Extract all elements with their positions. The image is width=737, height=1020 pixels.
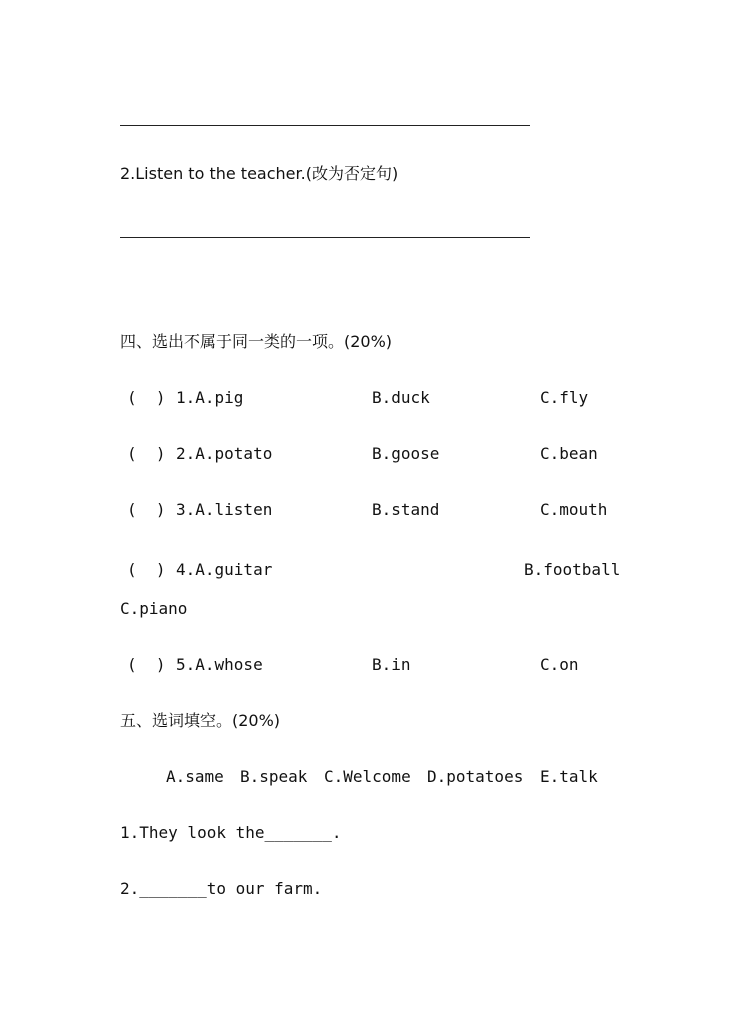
item-3-option-a: 3.A.listen bbox=[176, 500, 273, 519]
item-3-option-b: B.stand bbox=[372, 500, 440, 519]
word-bank-d: D.potatoes bbox=[427, 767, 524, 786]
item-1-option-b: B.duck bbox=[372, 388, 430, 407]
item-5-paren: ( ) bbox=[127, 655, 166, 674]
item-2-option-c: C.bean bbox=[540, 444, 598, 463]
section-5-heading: 五、选词填空。(20%) bbox=[120, 711, 281, 730]
item-2-option-b: B.goose bbox=[372, 444, 440, 463]
fill-question-1: 1.They look the_______. bbox=[120, 823, 342, 842]
word-bank-b: B.speak bbox=[240, 767, 308, 786]
item-2-option-a: 2.A.potato bbox=[176, 444, 273, 463]
question-3-2: 2.Listen to the teacher.(改为否定句) bbox=[120, 164, 399, 183]
item-1-paren: ( ) bbox=[127, 388, 166, 407]
item-5-option-b: B.in bbox=[372, 655, 411, 674]
item-1-option-a: 1.A.pig bbox=[176, 388, 244, 407]
item-4-paren: ( ) bbox=[127, 560, 166, 579]
item-5-option-c: C.on bbox=[540, 655, 579, 674]
word-bank-c: C.Welcome bbox=[324, 767, 411, 786]
item-4-option-b: B.football bbox=[524, 560, 621, 579]
answer-line-1 bbox=[120, 125, 530, 126]
item-4-option-a: 4.A.guitar bbox=[176, 560, 273, 579]
word-bank-e: E.talk bbox=[540, 767, 598, 786]
item-4-option-c: C.piano bbox=[120, 599, 188, 618]
item-3-paren: ( ) bbox=[127, 500, 166, 519]
item-2-paren: ( ) bbox=[127, 444, 166, 463]
word-bank-a: A.same bbox=[166, 767, 224, 786]
answer-line-2 bbox=[120, 237, 530, 238]
item-1-option-c: C.fly bbox=[540, 388, 589, 407]
item-3-option-c: C.mouth bbox=[540, 500, 608, 519]
section-4-heading: 四、选出不属于同一类的一项。(20%) bbox=[120, 332, 393, 351]
fill-question-2: 2._______to our farm. bbox=[120, 879, 323, 898]
item-5-option-a: 5.A.whose bbox=[176, 655, 263, 674]
